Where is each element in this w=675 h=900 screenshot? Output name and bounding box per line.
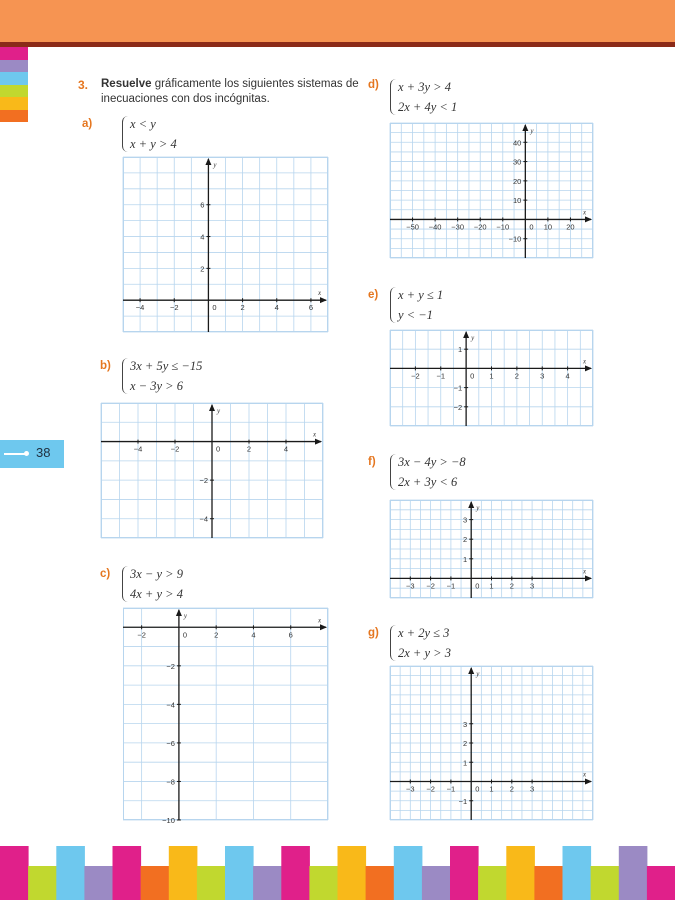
y-tick-label: −10	[162, 816, 175, 825]
y-tick-label: −2	[453, 402, 463, 412]
x-tick-label: 4	[283, 444, 289, 454]
x-tick-label: −50	[406, 222, 419, 232]
y-tick-label: −1	[458, 796, 468, 806]
inequality-system-a	[122, 114, 177, 154]
y-axis-name: y	[476, 670, 480, 678]
header-bar	[0, 0, 675, 42]
y-tick-label: 1	[457, 345, 463, 355]
brace	[390, 287, 397, 323]
x-tick-label: 1	[489, 371, 494, 381]
y-tick-label: −6	[166, 738, 175, 748]
side-tab-3	[0, 72, 28, 85]
item-label-e: e)	[368, 289, 379, 301]
y-tick-label: −4	[199, 514, 208, 524]
inequality-system-c	[122, 564, 183, 604]
item-label-f: f)	[368, 456, 376, 468]
side-tab-5	[0, 97, 28, 110]
graph-b	[101, 403, 323, 538]
footer-stripe	[0, 846, 29, 900]
y-tick-label: −4	[166, 700, 175, 710]
x-tick-label: −40	[428, 222, 442, 232]
y-tick-label: −2	[199, 476, 208, 486]
x-tick-label: 1	[489, 581, 494, 591]
inequality-system-b	[122, 356, 202, 396]
footer-stripe	[478, 866, 507, 900]
y-tick-label: 20	[512, 176, 522, 186]
x-axis-arrow	[585, 216, 592, 222]
x-tick-label: −2	[426, 581, 435, 591]
footer-stripe	[619, 846, 648, 900]
x-axis-arrow	[585, 575, 592, 581]
inequality: x + 3y > 4	[398, 80, 451, 94]
page-number: 38	[36, 445, 51, 460]
inequality-system-e	[390, 285, 443, 325]
side-tab-1	[0, 47, 28, 60]
y-axis-arrow	[205, 158, 211, 165]
x-tick-label: −30	[451, 222, 465, 232]
inequality: x < y	[130, 117, 156, 131]
footer-stripe	[281, 846, 310, 900]
inequality: 3x − 4y > −8	[398, 455, 466, 469]
x-axis-arrow	[585, 365, 592, 371]
x-axis-arrow	[320, 624, 327, 630]
footer-stripe	[422, 866, 451, 900]
y-tick-label: 40	[512, 138, 522, 148]
x-tick-label: 3	[530, 581, 535, 591]
x-tick-label: 4	[251, 630, 256, 640]
inequality: x + 2y ≤ 3	[398, 626, 450, 640]
origin-label: 0	[475, 581, 480, 591]
header-divider	[0, 42, 675, 47]
x-axis-name: x	[313, 430, 317, 439]
inequality-system-f	[390, 452, 466, 492]
y-tick-label: −2	[166, 661, 175, 671]
footer-stripe	[563, 846, 592, 900]
inequality: 3x − y > 9	[130, 567, 183, 581]
origin-label: 0	[470, 371, 475, 381]
footer-stripe	[647, 866, 675, 900]
origin-label: 0	[216, 444, 221, 454]
y-axis-arrow	[209, 404, 215, 411]
origin-label: 0	[475, 784, 480, 794]
y-axis-name: y	[217, 407, 221, 415]
footer-stripe	[169, 846, 198, 900]
inequality: 3x + 5y ≤ −15	[130, 359, 203, 373]
item-label-b: b)	[100, 360, 111, 372]
y-tick-label: 6	[200, 200, 205, 210]
footer-stripe	[253, 866, 282, 900]
x-axis-name: x	[318, 616, 322, 625]
inequality: x − 3y > 6	[130, 379, 183, 393]
y-axis-arrow	[522, 124, 528, 131]
x-axis-name: x	[583, 357, 587, 366]
item-label-g: g)	[368, 627, 379, 639]
brace	[122, 566, 129, 602]
x-tick-label: 3	[530, 784, 535, 794]
origin-label: 0	[212, 303, 217, 313]
problem-statement	[101, 77, 361, 107]
inequality: 4x + y > 4	[130, 587, 183, 601]
brace	[390, 625, 397, 661]
inequality-system-d	[390, 77, 457, 117]
graph-e	[390, 330, 593, 426]
graph-f	[390, 500, 593, 598]
x-tick-label: −3	[406, 784, 415, 794]
x-tick-label: −2	[137, 630, 146, 640]
inequality-system-g	[390, 623, 451, 663]
side-tab-6	[0, 110, 28, 123]
inequality: y < −1	[398, 308, 433, 322]
x-tick-label: 2	[214, 630, 219, 640]
x-axis-arrow	[585, 779, 592, 785]
x-tick-label: 4	[274, 303, 279, 313]
brace	[122, 116, 129, 152]
inequality: x + y > 4	[130, 137, 177, 151]
footer-stripe	[141, 866, 170, 900]
page-number-line	[4, 453, 26, 455]
x-tick-label: 6	[288, 630, 293, 640]
x-tick-label: −3	[406, 581, 415, 591]
footer-stripe	[450, 846, 479, 900]
brace	[390, 79, 397, 115]
footer-stripes	[0, 846, 675, 900]
footer-stripe	[197, 866, 226, 900]
graph-c	[123, 608, 328, 825]
inequality: 2x + 3y < 6	[398, 475, 458, 489]
x-tick-label: 3	[540, 371, 545, 381]
y-axis-arrow	[463, 331, 469, 338]
problem-text: gráficamente los siguientes sistemas de inecuaciones con dos incógnitas.	[101, 78, 359, 105]
footer-stripe	[56, 846, 85, 900]
x-tick-label: 2	[246, 444, 252, 454]
x-tick-label: −2	[169, 303, 179, 313]
y-tick-label: 10	[512, 196, 522, 206]
x-tick-label: 20	[566, 222, 575, 232]
x-axis-name: x	[318, 289, 322, 298]
x-axis-name: x	[583, 208, 587, 217]
y-tick-label: 1	[463, 758, 468, 768]
x-axis-arrow	[320, 297, 327, 303]
x-tick-label: −4	[135, 303, 145, 313]
graph-a	[123, 157, 328, 332]
page-number-dot	[24, 451, 29, 456]
graph-d	[390, 123, 593, 258]
x-tick-label: −10	[496, 222, 510, 232]
item-label-c: c)	[100, 568, 111, 580]
footer-stripe	[534, 866, 563, 900]
x-tick-label: 6	[308, 303, 314, 313]
origin-label: 0	[182, 630, 188, 640]
footer-stripe	[394, 846, 423, 900]
x-tick-label: 2	[509, 784, 514, 794]
y-tick-label: −8	[166, 777, 175, 787]
x-tick-label: −1	[446, 581, 456, 591]
x-tick-label: 2	[514, 371, 519, 381]
y-tick-label: 3	[463, 515, 468, 525]
item-label-a: a)	[82, 118, 93, 130]
y-axis-name: y	[471, 334, 475, 342]
problem-number: 3.	[78, 78, 89, 92]
footer-stripe	[506, 846, 535, 900]
inequality: x + y ≤ 1	[398, 288, 444, 302]
y-tick-label: 4	[200, 232, 205, 242]
x-tick-label: 2	[240, 303, 245, 313]
x-tick-label: −1	[446, 784, 456, 794]
footer-stripe	[113, 846, 142, 900]
y-tick-label: 3	[463, 719, 468, 729]
side-color-tabs	[0, 47, 28, 122]
problem-lead-word: Resuelve	[101, 78, 152, 90]
brace	[122, 358, 129, 394]
footer-stripe	[28, 866, 57, 900]
x-tick-label: 4	[565, 371, 570, 381]
x-tick-label: −1	[436, 371, 446, 381]
y-axis-arrow	[468, 667, 474, 674]
y-axis-arrow	[176, 609, 182, 616]
x-tick-label: −4	[133, 444, 143, 454]
side-tab-2	[0, 60, 28, 73]
x-tick-label: 10	[543, 222, 553, 232]
x-tick-label: −2	[170, 444, 180, 454]
footer-stripe	[591, 866, 620, 900]
item-label-d: d)	[368, 79, 379, 91]
y-tick-label: −10	[508, 234, 522, 244]
x-tick-label: 2	[509, 581, 514, 591]
footer-stripe	[338, 846, 367, 900]
x-axis-name: x	[583, 770, 587, 779]
x-tick-label: −2	[426, 784, 435, 794]
side-tab-4	[0, 85, 28, 98]
footer-stripe	[225, 846, 254, 900]
inequality: 2x + 4y < 1	[398, 100, 458, 114]
x-axis-name: x	[583, 567, 587, 576]
y-tick-label: 30	[512, 157, 522, 167]
y-tick-label: 1	[463, 554, 468, 564]
brace	[390, 454, 397, 490]
x-axis-arrow	[315, 439, 322, 445]
x-tick-label: 1	[489, 784, 494, 794]
y-axis-name: y	[183, 612, 188, 620]
y-axis-arrow	[468, 501, 474, 508]
y-tick-label: 2	[463, 535, 468, 545]
grid-frame	[124, 609, 328, 820]
y-tick-label: −1	[453, 383, 463, 393]
x-tick-label: −2	[411, 371, 420, 381]
origin-label: 0	[529, 222, 534, 232]
y-axis-name: y	[213, 161, 217, 169]
graph-g	[390, 666, 593, 820]
x-tick-label: −20	[473, 222, 487, 232]
y-axis-name: y	[530, 127, 534, 135]
y-axis-name: y	[476, 504, 480, 512]
y-tick-label: 2	[463, 739, 468, 748]
footer-stripe	[309, 866, 338, 900]
footer-stripe	[84, 866, 113, 900]
inequality: 2x + y > 3	[398, 646, 451, 660]
footer-stripe	[366, 866, 395, 900]
y-tick-label: 2	[200, 264, 205, 274]
